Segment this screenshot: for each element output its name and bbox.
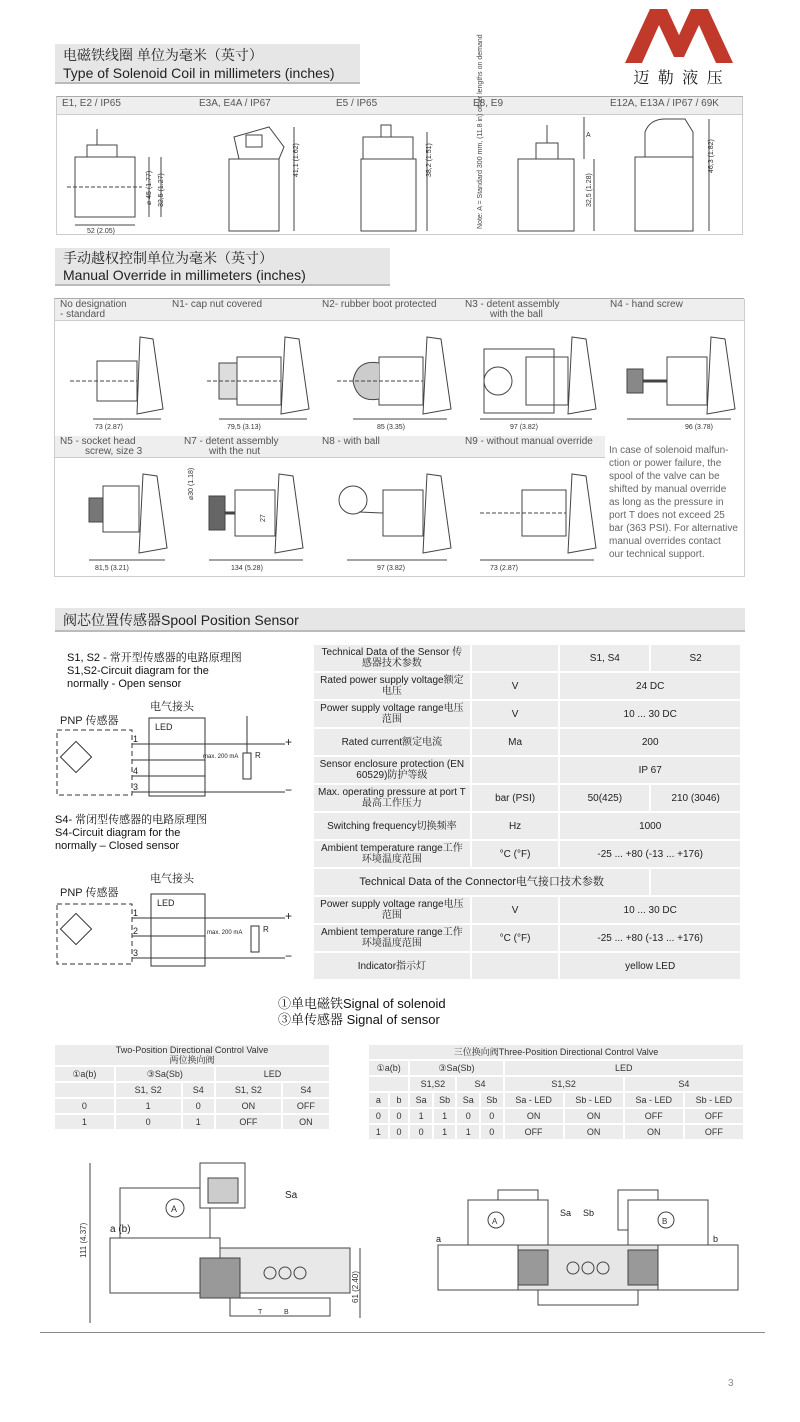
svg-text:−: − (285, 949, 293, 963)
svg-text:41,1 (1.62): 41,1 (1.62) (293, 143, 300, 177)
page-number: 3 (728, 1378, 734, 1389)
coil-cell-e12a (605, 97, 743, 235)
svg-text:R: R (263, 925, 269, 934)
coil-cell-e1 (57, 97, 195, 235)
svg-text:32,5 (1.28): 32,5 (1.28) (586, 173, 593, 207)
override-label: N3 - detent assembly (465, 299, 560, 310)
override-label: N4 - hand screw (610, 299, 683, 310)
svg-text:LED: LED (155, 722, 173, 732)
override-grid (54, 298, 744, 577)
override-note-cell (605, 436, 745, 577)
override-section-header (55, 248, 390, 286)
svg-text:2: 2 (133, 926, 139, 936)
circuit1-diagram (55, 698, 300, 803)
logo (620, 5, 738, 87)
svg-text:PNP 传感器: PNP 传感器 (60, 887, 119, 899)
two-position-valve-drawing (80, 1158, 370, 1333)
override-note: In case of solenoid malfun- ction or power failure, the spool of the valve can be shifted by manual override as long as the pressure in port T does not exceed 25 bar (363 PSI). For alternative manual overrides contact our technical support. (609, 445, 738, 560)
coil-drawing (57, 97, 194, 234)
svg-text:85 (3.35): 85 (3.35) (377, 424, 406, 431)
table-row: Rated current额定电流 Ma 200 (314, 729, 740, 755)
svg-text:32,5 (1.27): 32,5 (1.27) (158, 173, 165, 207)
svg-text:Sb: Sb (583, 1208, 595, 1218)
override-title-cn: 手动越权控制单位为毫米（英寸） (63, 250, 273, 266)
table-row: Switching frequency切换频率 Hz 1000 (314, 813, 740, 839)
tech-header-row: Technical Data of the Sensor 传感器技术参数 S1, S4 S2 (314, 645, 740, 671)
coil-label: E12A, E13A / IP67 / 69K (605, 97, 742, 115)
override-cell-n2 (317, 299, 461, 437)
svg-text:46,3 (1.82): 46,3 (1.82) (708, 139, 715, 173)
svg-text:73 (2.87): 73 (2.87) (95, 424, 124, 431)
override-cell-n5: N5 - socket head screw, size 3 81,5 (3.21) (55, 436, 180, 577)
coil-cell-e3a (194, 97, 332, 235)
coil-label: E8, E9 (468, 97, 605, 115)
coil-title-en: Type of Solenoid Coil in millimeters (inches) (63, 65, 335, 81)
override-drawing (460, 436, 605, 576)
svg-text:97 (3.82): 97 (3.82) (510, 424, 539, 431)
circuit2-caption: S4- 常闭型传感器的电路原理图 S4-Circuit diagram for the normally – Closed sensor (55, 814, 208, 852)
table-row: Ambient temperature range工作环境温度范围 °C (°F) -25 ... +80 (-13 ... +176) (314, 925, 740, 951)
coil-section-header (55, 44, 360, 84)
svg-text:Sa: Sa (285, 1190, 298, 1201)
override-cell-n8 (317, 436, 461, 577)
connector-header-row: Technical Data of the Connector电气接口技术参数 (314, 869, 740, 895)
table-row: Power supply voltage range电压范围 V 10 ... 30 DC (314, 897, 740, 923)
svg-text:A: A (171, 1204, 178, 1214)
override-title-en: Manual Override in millimeters (inches) (63, 267, 306, 283)
override-label: N8 - with ball (322, 436, 380, 447)
table-row: Power supply voltage range电压范围 V 10 ... 30 DC (314, 701, 740, 727)
coil-title-cn: 电磁铁线圈 单位为毫米（英寸） (63, 47, 263, 63)
circuit2-diagram (55, 868, 300, 973)
logo-text: 迈 勒 液 压 (633, 70, 725, 87)
two-position-table: Two-Position Directional Control Valve 两位换向阀 ①a(b) ③Sa(Sb) LED S1, S2 S4 S1, S2 S4 0 1 0 ON OFF 1 0 1 OFF ON (53, 1043, 331, 1131)
svg-text:Sa: Sa (560, 1208, 572, 1218)
coil-drawing (194, 97, 331, 234)
override-cell-n1 (167, 299, 318, 437)
override-drawing (55, 299, 167, 436)
override-cell-n4 (605, 299, 745, 437)
svg-text:A: A (586, 132, 591, 139)
override-drawing (317, 436, 460, 576)
svg-text:⌀30 (1.18): ⌀30 (1.18) (188, 467, 195, 500)
svg-text:3: 3 (133, 782, 139, 792)
svg-text:+: + (285, 909, 293, 923)
svg-text:LED: LED (157, 898, 175, 908)
signal-legend: ①单电磁铁Signal of solenoid ③单传感器 Signal of sensor (278, 996, 446, 1027)
svg-text:38,2 (1.51): 38,2 (1.51) (426, 143, 433, 177)
override-label: N1- cap nut covered (172, 299, 263, 310)
svg-text:96 (3.78): 96 (3.78) (685, 424, 714, 431)
coil-drawing (468, 34, 605, 234)
svg-text:+: + (285, 735, 293, 749)
svg-text:97 (3.82): 97 (3.82) (377, 565, 406, 572)
override-cell-n9 (460, 436, 606, 577)
override-cell-standard: No designation - standard 73 (2.87) (55, 299, 168, 437)
override-drawing (55, 436, 179, 576)
svg-text:b: b (713, 1234, 719, 1244)
coil-drawing (605, 97, 742, 234)
svg-text:B: B (284, 1309, 289, 1316)
svg-text:R: R (255, 751, 261, 760)
sensor-section-header (55, 608, 745, 632)
override-drawing (317, 299, 460, 436)
svg-text:134 (5.28): 134 (5.28) (231, 565, 263, 572)
svg-text:max. 200 mA: max. 200 mA (207, 930, 243, 936)
override-label: N7 - detent assembly (184, 436, 279, 447)
svg-text:电气接头: 电气接头 (150, 873, 194, 885)
svg-text:B: B (662, 1217, 668, 1226)
svg-text:A: A (492, 1217, 498, 1226)
override-drawing (179, 436, 317, 576)
three-position-valve-drawing (428, 1180, 748, 1320)
svg-text:1: 1 (133, 734, 139, 744)
svg-text:81,5 (3.21): 81,5 (3.21) (95, 565, 129, 572)
svg-text:⌀ 45 (1.77): ⌀ 45 (1.77) (146, 170, 153, 205)
svg-text:4: 4 (133, 766, 139, 776)
override-drawing (167, 299, 317, 436)
table-row: Rated power supply voltage额定电压 V 24 DC (314, 673, 740, 699)
svg-text:73 (2.87): 73 (2.87) (490, 565, 519, 572)
circuit1-caption: S1, S2 - 常开型传感器的电路原理图 S1,S2-Circuit diagram for the normally - Open sensor (67, 652, 242, 690)
override-label: No designation (60, 299, 127, 310)
coil-cell-e5 (331, 97, 469, 235)
svg-text:111 (4.37): 111 (4.37) (79, 1222, 88, 1258)
table-row: Indicator指示灯 yellow LED (314, 953, 740, 979)
svg-text:52 (2.05): 52 (2.05) (87, 228, 116, 235)
coil-label: E5 / IP65 (331, 97, 468, 115)
svg-text:Note: A = Standard 300 mm, (11: Note: A = Standard 300 mm, (11.8 in) other lengths on demand (477, 34, 484, 229)
override-cell-n7: N7 - detent assembly with the nut 134 (5.28) ⌀30 (1.18) 27 (179, 436, 318, 577)
svg-text:61 (2.40): 61 (2.40) (351, 1270, 360, 1303)
override-label: N5 - socket head (60, 436, 136, 447)
svg-text:3: 3 (133, 948, 139, 958)
table-row: Max. operating pressure at port T 最高工作压力 bar (PSI) 50(425) 210 (3046) (314, 785, 740, 811)
override-label: N2- rubber boot protected (322, 299, 437, 310)
table-row: 1 0 0 1 1 0 OFF ON ON OFF (369, 1125, 743, 1139)
tech-table (312, 643, 742, 981)
svg-text:1: 1 (133, 908, 139, 918)
coil-cell-e8 (468, 34, 606, 235)
table-row: Ambient temperature range工作环境温度范围 °C (°F) -25 ... +80 (-13 ... +176) (314, 841, 740, 867)
svg-text:max. 200 mA: max. 200 mA (203, 754, 239, 760)
table-row: 0 0 1 1 0 0 ON ON OFF OFF (369, 1109, 743, 1123)
table-row: 1 0 1 OFF ON (55, 1115, 329, 1129)
footer-rule (40, 1332, 765, 1333)
svg-text:−: − (285, 783, 293, 797)
coil-drawing (331, 97, 468, 234)
svg-text:PNP 传感器: PNP 传感器 (60, 715, 119, 727)
svg-text:a (b): a (b) (110, 1224, 131, 1235)
svg-text:T: T (258, 1309, 263, 1316)
coil-label: E3A, E4A / IP67 (194, 97, 331, 115)
coil-label: E1, E2 / IP65 (57, 97, 194, 115)
svg-text:电气接头: 电气接头 (150, 701, 194, 713)
three-position-table: 三位换向阀Three-Position Directional Control Valve ①a(b) ③Sa(Sb) LED S1,S2 S4 S1,S2 S4 a b Sa Sb Sa Sb Sa - LED Sb - LED Sa - LED Sb - LED 0 0 1 1 0 0 ON ON OFF OFF 1 0 0 1 1 0 OFF ON ON OFF (367, 1043, 745, 1141)
svg-text:79,5 (3.13): 79,5 (3.13) (227, 424, 261, 431)
override-drawing (605, 299, 744, 436)
override-cell-n3: N3 - detent assembly with the ball 97 (3.82) (460, 299, 606, 437)
sensor-title: 阀芯位置传感器Spool Position Sensor (63, 612, 299, 628)
logo-m-icon (620, 5, 738, 65)
table-row: 0 1 0 ON OFF (55, 1099, 329, 1113)
override-label: N9 - without manual override (465, 436, 593, 447)
svg-text:27: 27 (260, 514, 267, 522)
table-row: Sensor enclosure protection (EN 60529)防护等级 IP 67 (314, 757, 740, 783)
override-drawing (460, 299, 605, 436)
svg-text:a: a (436, 1234, 442, 1244)
